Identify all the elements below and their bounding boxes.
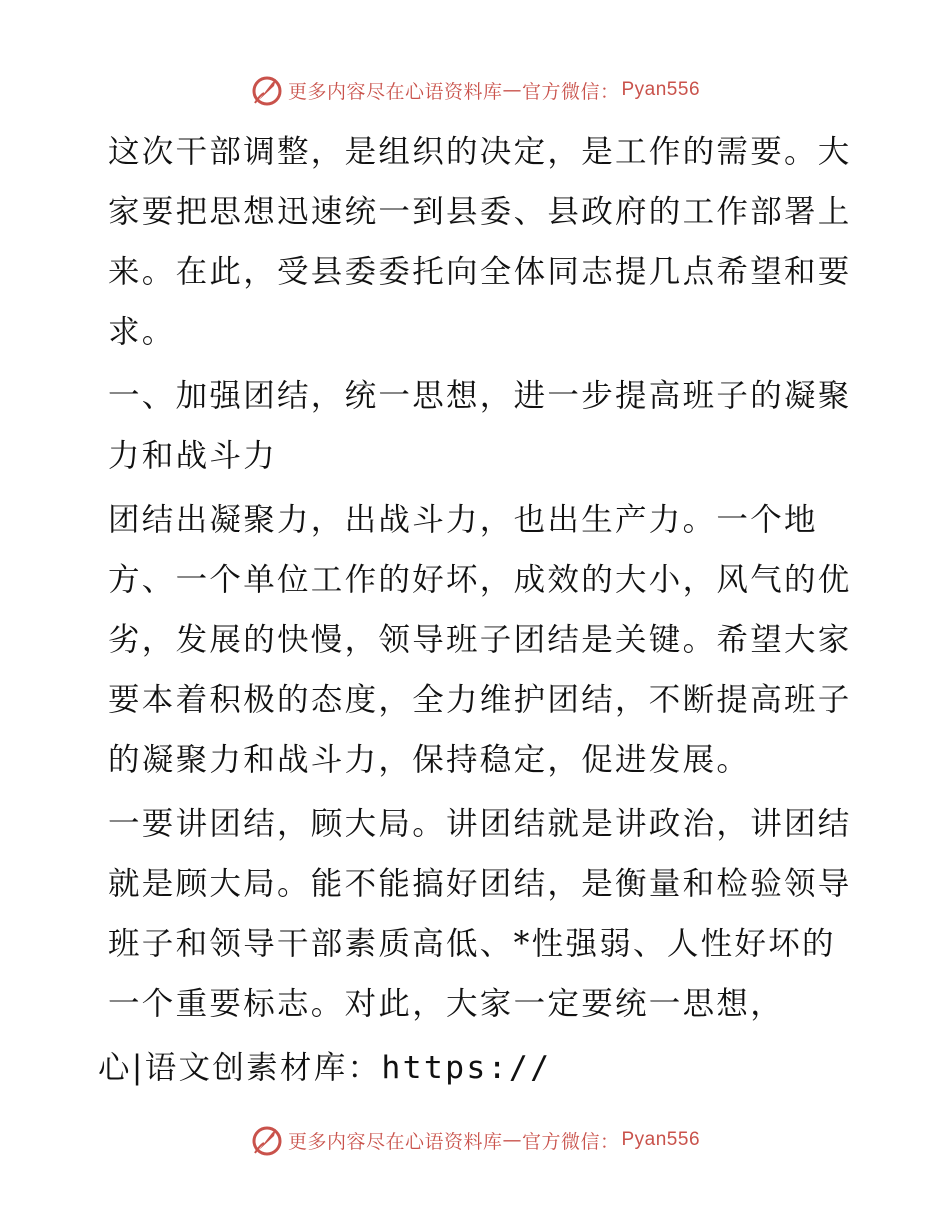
quill-logo-icon [250,1123,284,1157]
paragraph-intro: 这次干部调整，是组织的决定，是工作的需要。大家要把思想迅速统一到县委、县政府的工作部署上来。在此，受县委委托向全体同志提几点希望和要求。 [108,134,852,350]
quill-logo-icon [250,73,284,107]
watermark-handle: Pyan556 [621,1129,701,1150]
watermark-official: 官方微信： [521,80,620,103]
watermark-official: 官方微信： [521,1130,620,1153]
watermark-text: 更多内容尽在心语资料库 [287,1130,503,1153]
paragraph-unity: 团结出凝聚力，出战斗力，也出生产力。一个地方、一个单位工作的好坏，成效的大小，风气的优劣，发展的快慢，领导班子团结是关键。希望大家要本着积极的态度，全力维护团结，不断提高班子的凝聚力和战斗力，保持稳定，促进发展。 [108,502,852,778]
paragraph-point-1: 一要讲团结，顾大局。讲团结就是讲政治，讲团结就是顾大局。能不能搞好团结，是衡量和检验领导班子和领导干部素质高低、*性强弱、人性好坏的一个重要标志。对此，大家一定要统一思想， [108,806,852,1022]
footer-watermark [0,1120,950,1160]
source-prefix: 心|语文创素材库： [98,1050,382,1086]
header-watermark [0,70,950,110]
watermark-handle: Pyan556 [621,79,701,100]
section-heading-1: 一、加强团结，统一思想，进一步提高班子的凝聚力和战斗力 [108,378,852,474]
watermark-separator: — [502,1129,522,1151]
source-url: https:// [381,1050,552,1086]
source-line [98,1038,858,1098]
watermark-text: 更多内容尽在心语资料库 [287,80,503,103]
document-body [98,122,858,1098]
watermark-separator: — [502,79,522,101]
